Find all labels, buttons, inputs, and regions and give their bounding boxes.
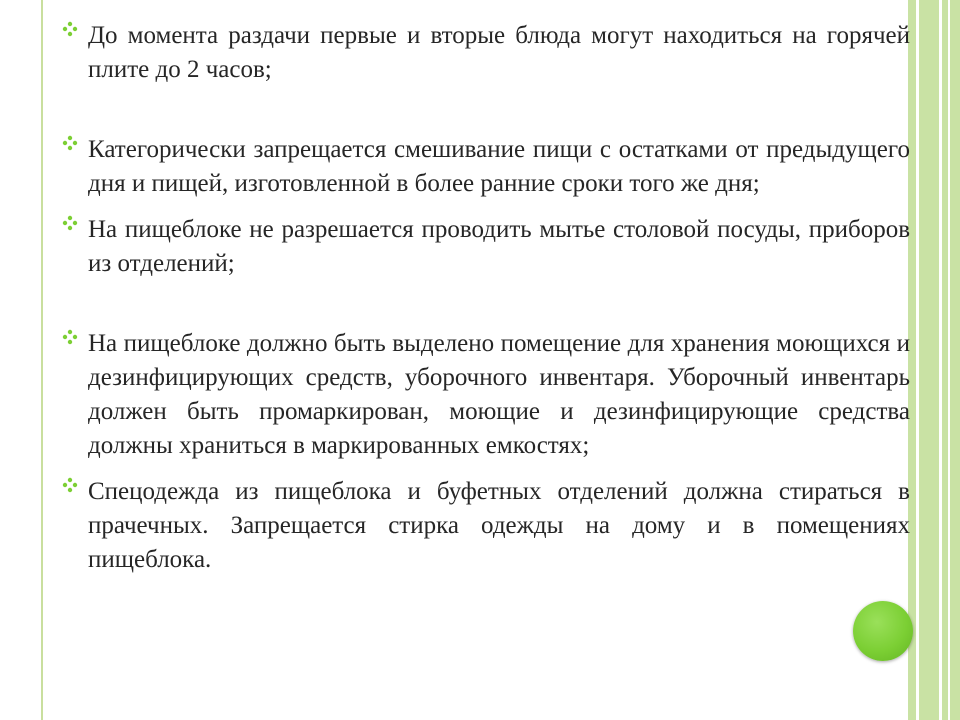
bullet-text: Спецодежда из пищеблока и буфетных отделений должна стираться в прачечных. Запрещается стирка одежды на дому и в помещениях пищеблока.	[88, 478, 910, 573]
bullet-item	[60, 213, 910, 281]
bullet-text: На пищеблоке должно быть выделено помещение для хранения моющихся и дезинфицирующих средств, уборочного инвентаря. Уборочный инвентарь должен быть промаркирован, моющие и дезинфицирующие средства должны храниться в маркированных емкостях;	[88, 330, 910, 459]
decorative-green-circle	[853, 601, 913, 661]
bullet-item	[60, 327, 910, 463]
diamond-bullet-icon	[62, 135, 78, 151]
diamond-bullet-icon	[62, 477, 78, 493]
diamond-bullet-icon	[62, 21, 78, 37]
bullet-text: На пищеблоке не разрешается проводить мытье столовой посуды, приборов из отделений;	[88, 216, 910, 277]
bullet-item	[60, 19, 910, 87]
left-border-line	[41, 0, 43, 720]
bullet-list	[60, 19, 910, 577]
bullet-text: Категорически запрещается смешивание пищи с остатками от предыдущего дня и пищей, изготовленной в более ранние сроки того же дня;	[88, 136, 910, 197]
bullet-item	[60, 475, 910, 577]
bullet-item	[60, 133, 910, 201]
diamond-bullet-icon	[62, 215, 78, 231]
bullet-text: До момента раздачи первые и вторые блюда могут находиться на горячей плите до 2 часов;	[88, 22, 910, 83]
right-decorative-stripes	[908, 0, 960, 720]
diamond-bullet-icon	[62, 329, 78, 345]
